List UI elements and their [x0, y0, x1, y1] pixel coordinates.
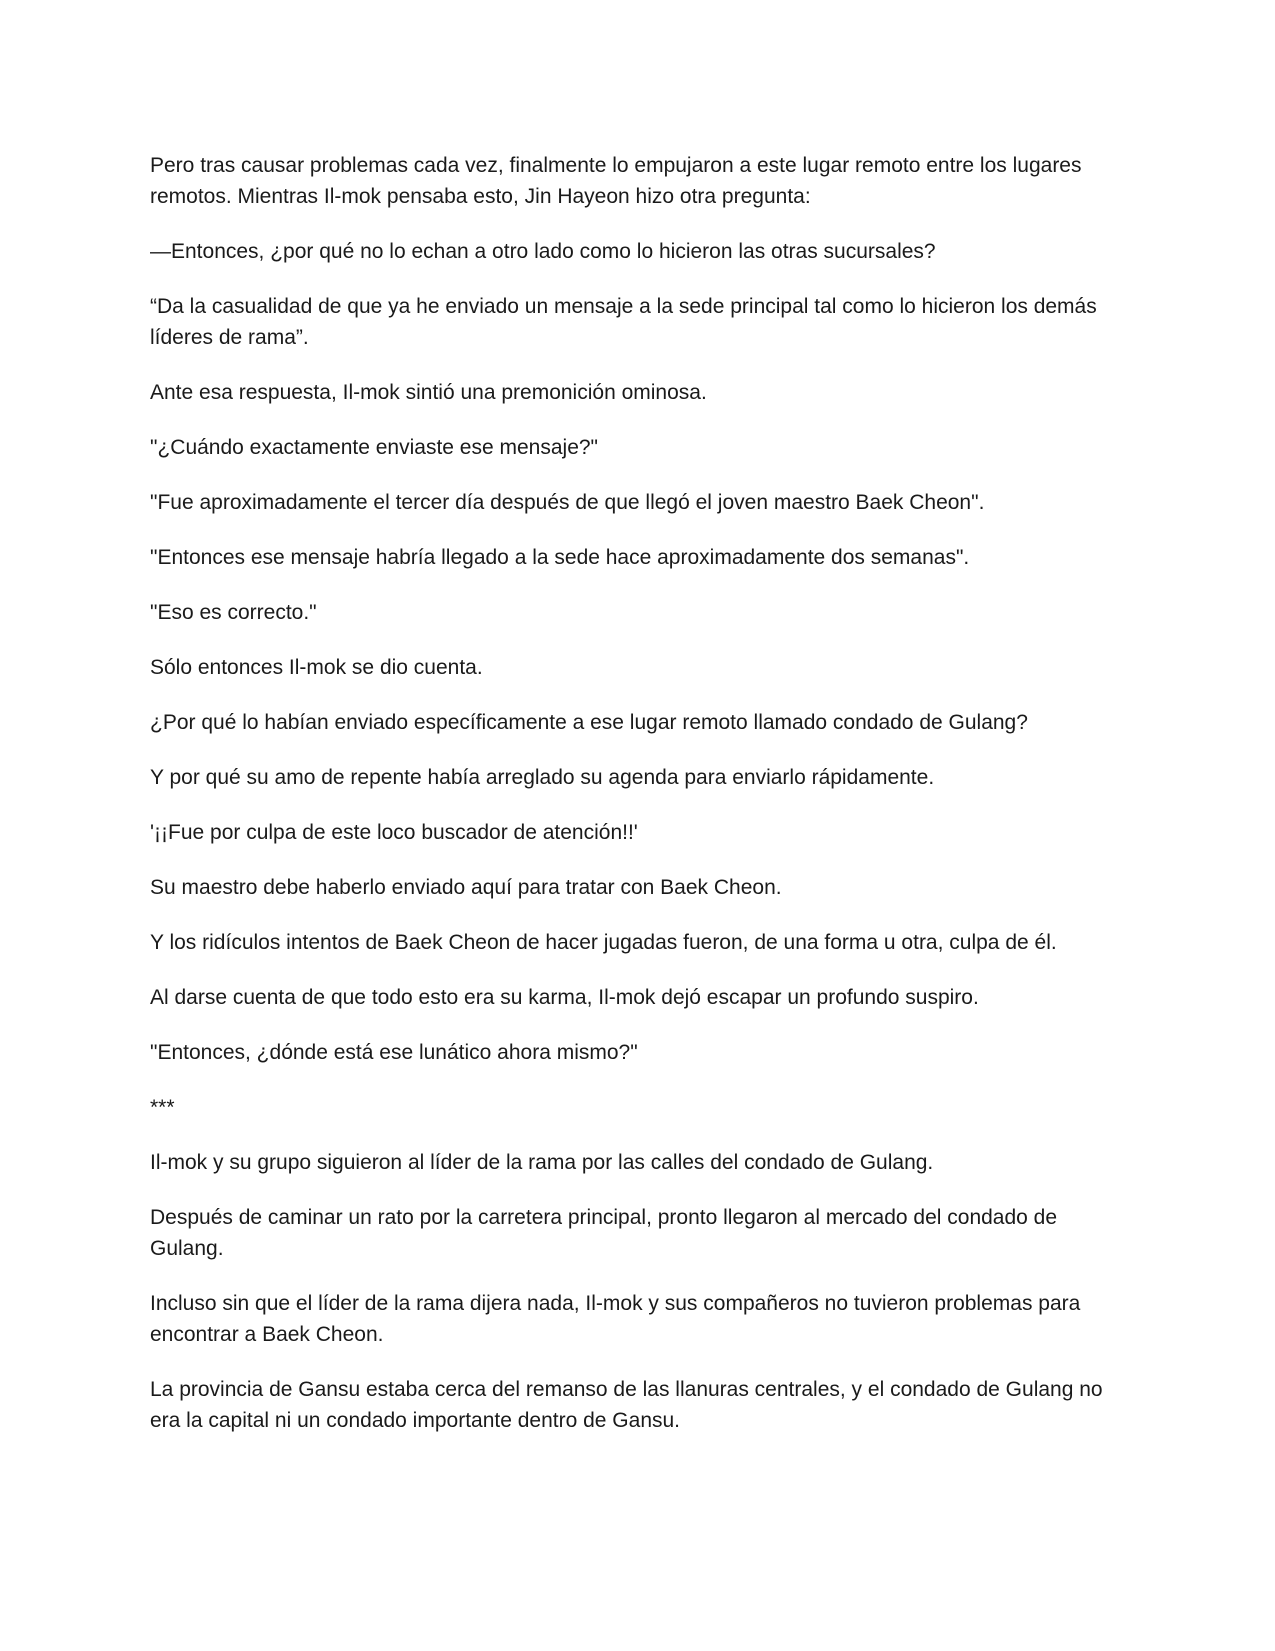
paragraph: Ante esa respuesta, Il-mok sintió una premonición ominosa. [150, 381, 707, 404]
paragraph: "Entonces ese mensaje habría llegado a la sede hace aproximadamente dos semanas". [150, 546, 970, 569]
paragraph: "Eso es correcto." [150, 601, 317, 624]
paragraph: '¡¡Fue por culpa de este loco buscador de atención!!' [150, 821, 638, 844]
paragraph: "Entonces, ¿dónde está ese lunático ahora mismo?" [150, 1041, 638, 1064]
paragraph: Al darse cuenta de que todo esto era su karma, Il-mok dejó escapar un profundo suspiro. [150, 986, 979, 1009]
paragraph: La provincia de Gansu estaba cerca del remanso de las llanuras centrales, y el condado de Gulang no era la capital ni un condado importante dentro de Gansu. [150, 1378, 1103, 1432]
paragraph: Su maestro debe haberlo enviado aquí para tratar con Baek Cheon. [150, 876, 782, 899]
paragraph: Después de caminar un rato por la carretera principal, pronto llegaron al mercado del condado de Gulang. [150, 1206, 1058, 1260]
paragraph: "¿Cuándo exactamente enviaste ese mensaje?" [150, 436, 599, 459]
paragraph: ¿Por qué lo habían enviado específicamente a ese lugar remoto llamado condado de Gulang? [150, 711, 1028, 734]
paragraph: Sólo entonces Il-mok se dio cuenta. [150, 656, 483, 679]
paragraph: Y por qué su amo de repente había arreglado su agenda para enviarlo rápidamente. [150, 766, 935, 789]
paragraph: —Entonces, ¿por qué no lo echan a otro lado como lo hicieron las otras sucursales? [150, 240, 936, 263]
paragraph: "Fue aproximadamente el tercer día después de que llegó el joven maestro Baek Cheon". [150, 491, 985, 514]
document-body [150, 150, 1135, 1460]
paragraph: “Da la casualidad de que ya he enviado un mensaje a la sede principal tal como lo hicieron los demás líderes de rama”. [150, 295, 1097, 349]
scene-break: *** [150, 1096, 175, 1119]
paragraph: Incluso sin que el líder de la rama dijera nada, Il-mok y sus compañeros no tuvieron problemas para encontrar a Baek Cheon. [150, 1292, 1081, 1346]
paragraph: Y los ridículos intentos de Baek Cheon de hacer jugadas fueron, de una forma u otra, culpa de él. [150, 931, 1057, 954]
paragraph: Pero tras causar problemas cada vez, finalmente lo empujaron a este lugar remoto entre los lugares remotos. Mientras Il-mok pensaba esto, Jin Hayeon hizo otra pregunta: [150, 154, 1082, 208]
paragraph: Il-mok y su grupo siguieron al líder de la rama por las calles del condado de Gulang. [150, 1151, 934, 1174]
